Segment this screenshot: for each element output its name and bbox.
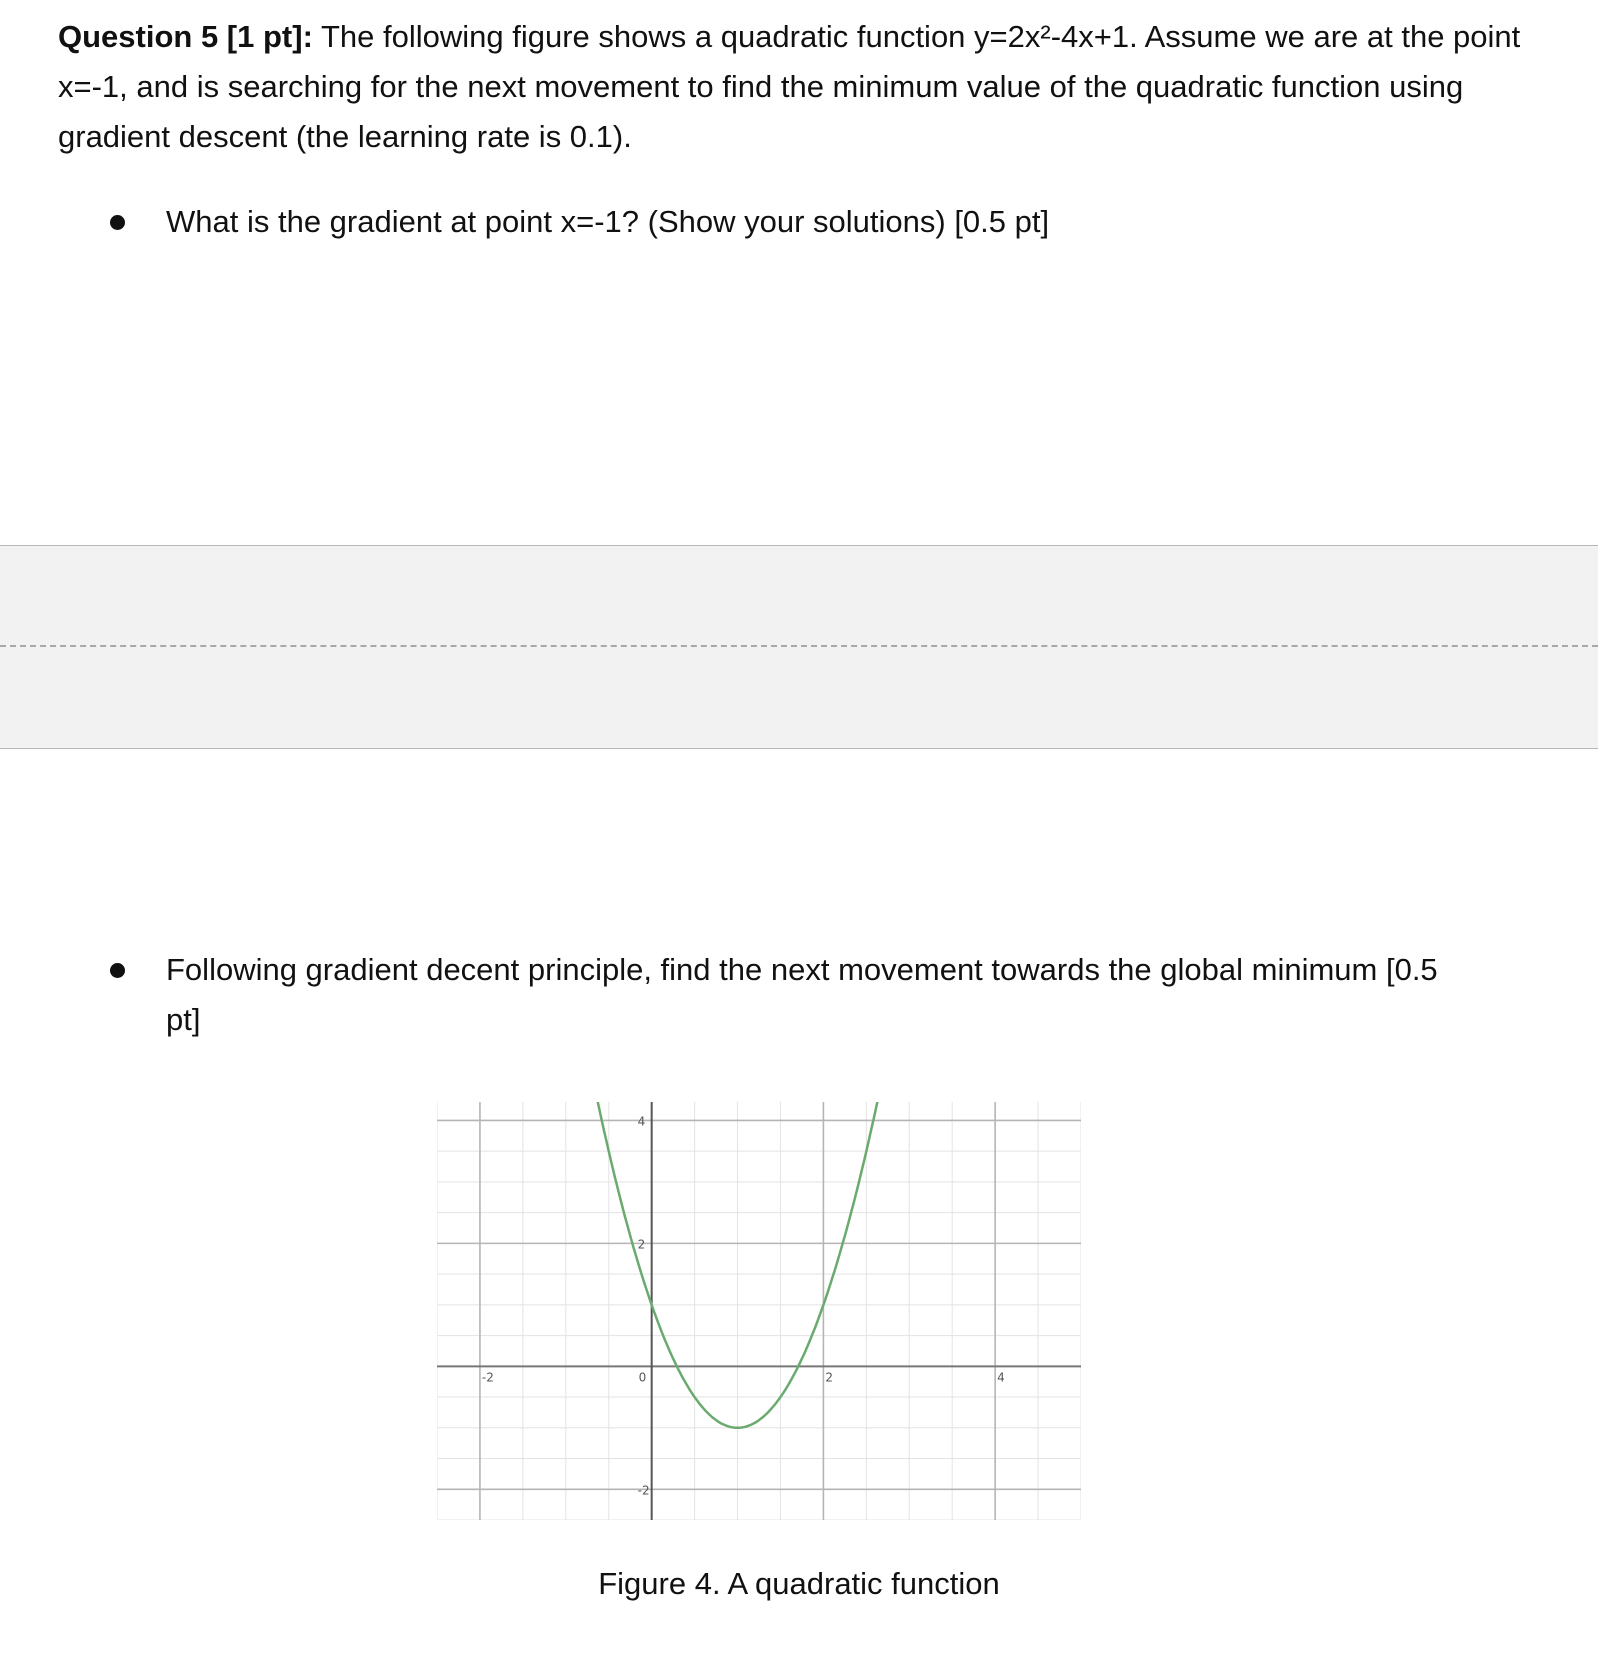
x-tick-label: 0 (638, 1370, 647, 1385)
quadratic-figure (437, 1102, 1081, 1520)
y-tick-label: 4 (637, 1114, 646, 1129)
quadratic-chart (437, 1102, 1081, 1520)
y-tick-label: 2 (637, 1237, 646, 1252)
bullet-icon (110, 963, 125, 978)
bullet-text: What is the gradient at point x=-1? (Show your solutions) [0.5 pt] (166, 204, 1050, 239)
question-text (58, 12, 1528, 162)
x-tick-label: -2 (481, 1370, 494, 1385)
answer-area[interactable] (0, 545, 1598, 749)
y-tick-label: -2 (637, 1483, 650, 1498)
x-tick-label: 2 (825, 1370, 834, 1385)
x-tick-label: 4 (997, 1370, 1005, 1385)
bullet-text: Following gradient decent principle, find the next movement towards the global minimum [0.5 pt] (166, 952, 1438, 1037)
figure-caption: Figure 4. A quadratic function (598, 1566, 1000, 1601)
dashed-divider (0, 645, 1598, 647)
bullet-icon (110, 215, 125, 230)
question-body: The following figure shows a quadratic function y=2x²-4x+1. Assume we are at the point x=-1, and is searching for the next movement to find the minimum value of the quadratic function using gradient descent (the learning rate is 0.1). (58, 19, 1521, 154)
question-label: Question 5 [1 pt]: (58, 19, 313, 54)
